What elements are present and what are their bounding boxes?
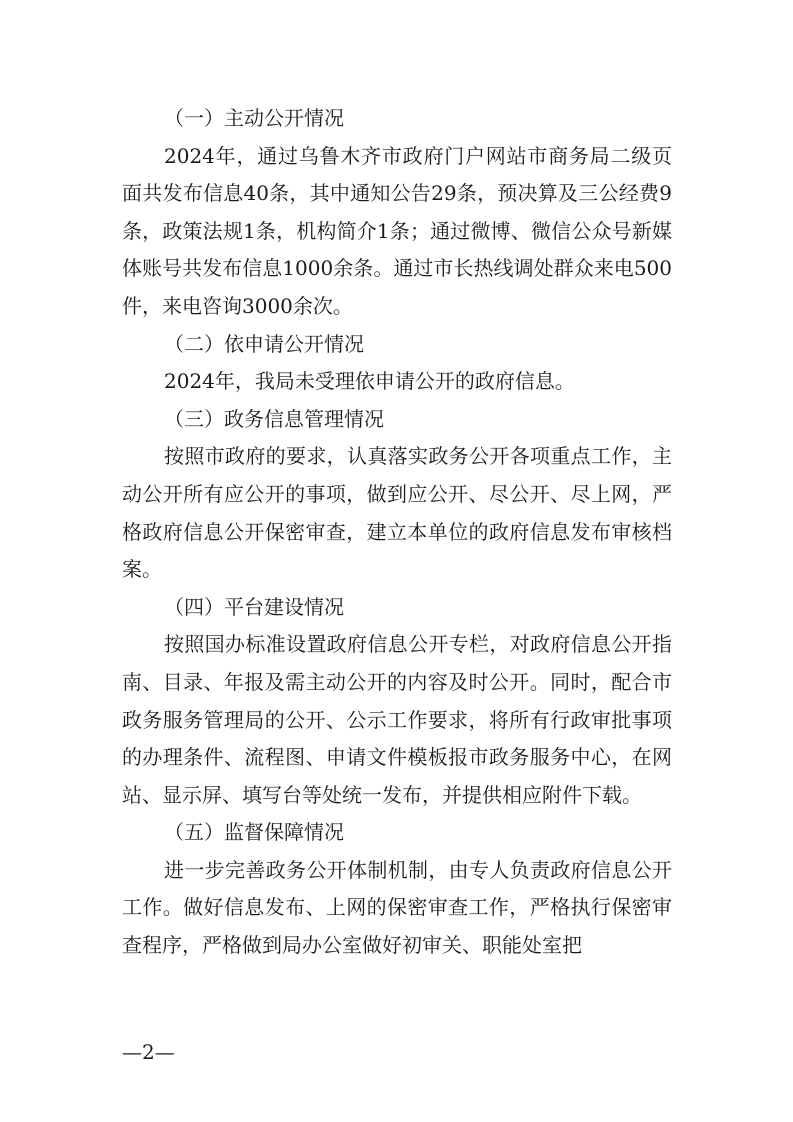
page-number: —2— bbox=[122, 1040, 175, 1064]
document-body bbox=[122, 100, 672, 965]
section-paragraph-2: 2024年，我局未受理依申请公开的政府信息。 bbox=[164, 369, 575, 394]
section-paragraph-1: 2024年，通过乌鲁木齐市政府门户网站市商务局二级页面共发布信息40条，其中通知公告29条，预决算及三公经费9条，政策法规1条，机构简介1条；通过微博、微信公众号新媒体账号共发布信息1000余条。通过市长热线调处群众来电500件，来电咨询3000余次。 bbox=[122, 143, 672, 318]
section-heading-4: （四）平台建设情况 bbox=[164, 594, 344, 619]
section-heading-3: （三）政务信息管理情况 bbox=[164, 406, 384, 431]
section-paragraph-4: 按照国办标准设置政府信息公开专栏，对政府信息公开指南、目录、年报及需主动公开的内容及时公开。同时，配合市政务服务管理局的公开、公示工作要求，将所有行政审批事项的办理条件、流程图、申请文件模板报市政务服务中心，在网站、显示屏、填写台等处统一发布，并提供相应附件下载。 bbox=[122, 632, 672, 807]
section-heading-1: （一）主动公开情况 bbox=[164, 106, 344, 130]
section-paragraph-5: 进一步完善政务公开体制机制，由专人负责政府信息公开工作。做好信息发布、上网的保密审查工作，严格执行保密审查程序，严格做到局办公室做好初审关、职能处室把 bbox=[122, 857, 672, 958]
section-paragraph-3: 按照市政府的要求，认真落实政务公开各项重点工作，主动公开所有应公开的事项，做到应公开、尽公开、尽上网，严格政府信息公开保密审查，建立本单位的政府信息发布审核档案。 bbox=[122, 444, 672, 582]
section-heading-2: （二）依申请公开情况 bbox=[164, 331, 364, 356]
section-heading-5: （五）监督保障情况 bbox=[164, 820, 344, 845]
